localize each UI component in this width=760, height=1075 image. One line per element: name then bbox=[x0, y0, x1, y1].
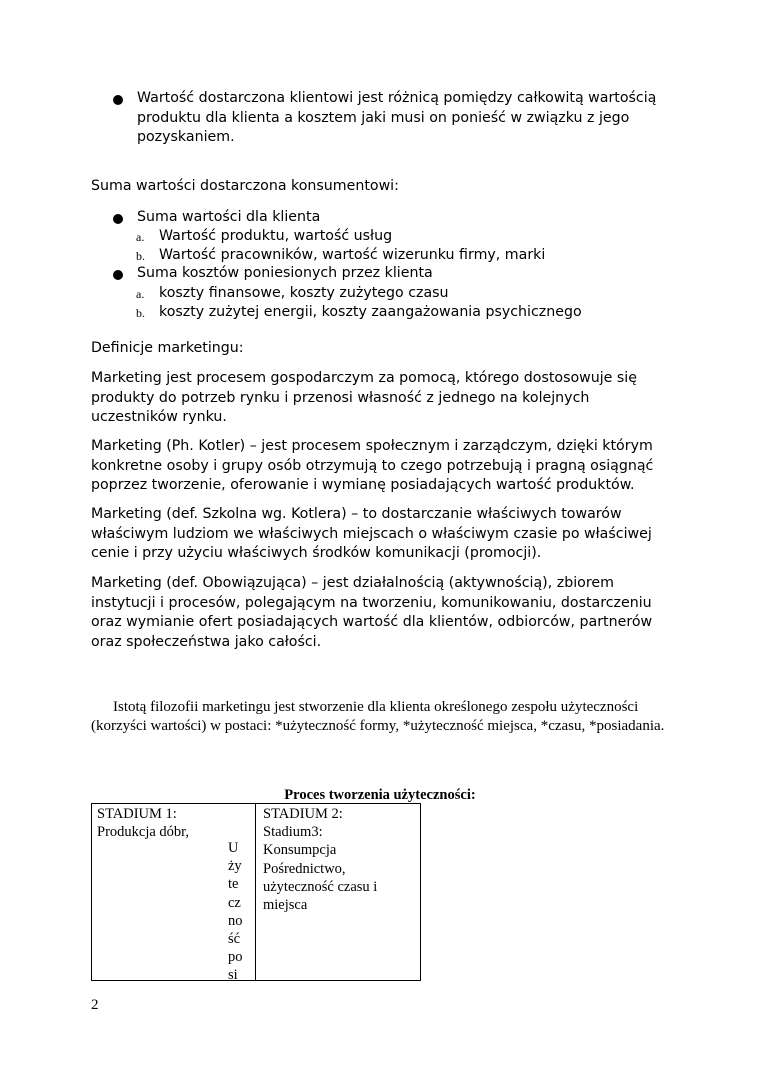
table-right-line: STADIUM 2: bbox=[263, 806, 343, 822]
sub-letter: b. bbox=[136, 306, 145, 320]
definition-paragraph: Marketing (def. Obowiązująca) – jest działalnością (aktywnością), zbiorem instytucji i procesów, polegającym na tworzeniu, komunikowaniu, dostarczeniu oraz wymianie ofert posiadających wartość dla klientów, odbiorców, partnerów oraz społeczeństwa jako całości. bbox=[91, 575, 653, 650]
vertical-fragment: te bbox=[228, 876, 239, 893]
vertical-fragment: ść bbox=[228, 931, 241, 948]
intro-bullet-text: Wartość dostarczona klientowi jest różnicą pomiędzy całkowitą wartością produktu dla klienta a kosztem jaki musi on ponieść w związku z jego pozyskaniem. bbox=[137, 90, 657, 145]
bullet-icon bbox=[113, 214, 123, 224]
sub-item: Wartość produktu, wartość usług bbox=[159, 228, 393, 244]
table-right-line: Stadium3: bbox=[263, 824, 323, 841]
sub-item: koszty zużytej energii, koszty zaangażowania psychicznego bbox=[159, 304, 582, 320]
sub-letter: a. bbox=[136, 287, 145, 301]
table-vertical-text bbox=[228, 839, 248, 985]
sub-item: koszty finansowe, koszty zużytego czasu bbox=[159, 285, 449, 301]
sum-list-item-1: Suma wartości dla klienta bbox=[137, 209, 321, 225]
table-divider bbox=[255, 804, 256, 980]
table-title: Proces tworzenia użyteczności: bbox=[284, 787, 476, 803]
utility-table bbox=[91, 803, 421, 984]
bullet-icon bbox=[113, 95, 123, 105]
table-right-line: Konsumpcja bbox=[263, 842, 337, 859]
table-right-cell bbox=[263, 805, 377, 914]
sub-letter: a. bbox=[136, 230, 145, 244]
table-right-line: użyteczność czasu i bbox=[263, 878, 378, 895]
vertical-fragment: no bbox=[228, 912, 243, 929]
definition-paragraph: Marketing (def. Szkolna wg. Kotlera) – to dostarczanie właściwych towarów właściwym ludziom we właściwych miejscach o właściwym czasie po właściwej cenie i przy użyciu właściwych środków komunikacji (promocji). bbox=[91, 506, 652, 561]
vertical-fragment: po bbox=[228, 949, 243, 966]
sum-list-item-2: Suma kosztów poniesionych przez klienta bbox=[137, 265, 433, 281]
page-number: 2 bbox=[91, 997, 99, 1013]
definition-paragraph: Marketing jest procesem gospodarczym za pomocą, którego dostosowuje się produkty do potrzeb rynku i przenosi własność z jednego na kolejnych uczestników rynku. bbox=[91, 370, 637, 425]
table-left-line: STADIUM 1: bbox=[97, 806, 177, 822]
vertical-fragment: cz bbox=[228, 894, 241, 911]
vertical-fragment: si bbox=[228, 967, 238, 984]
sum-heading: Suma wartości dostarczona konsumentowi: bbox=[91, 178, 399, 194]
table-left-line: Produkcja dóbr, bbox=[97, 824, 190, 841]
sub-item: Wartość pracowników, wartość wizerunku firmy, marki bbox=[159, 247, 546, 263]
vertical-fragment: U bbox=[228, 840, 239, 856]
definitions-heading: Definicje marketingu: bbox=[91, 340, 244, 356]
table-right-line: Pośrednictwo, bbox=[263, 860, 346, 877]
philosophy-paragraph: Istotą filozofii marketingu jest stworzenie dla klienta określonego zespołu użyteczności (korzyści wartości) w postaci: *użyteczność formy, *użyteczność miejsca, *czasu, *posiadania. bbox=[91, 699, 665, 734]
table-left-cell bbox=[97, 805, 189, 841]
bullet-icon bbox=[113, 270, 123, 280]
vertical-fragment: ży bbox=[228, 858, 242, 875]
sub-letter: b. bbox=[136, 249, 145, 263]
table-right-line: miejsca bbox=[263, 897, 308, 914]
definition-paragraph: Marketing (Ph. Kotler) – jest procesem społecznym i zarządczym, dzięki którym konkretne osoby i grupy osób otrzymują to czego potrzebują i pragną osiągnąć poprzez tworzenie, oferowanie i wymianę posiadających wartość produktów. bbox=[91, 438, 654, 493]
